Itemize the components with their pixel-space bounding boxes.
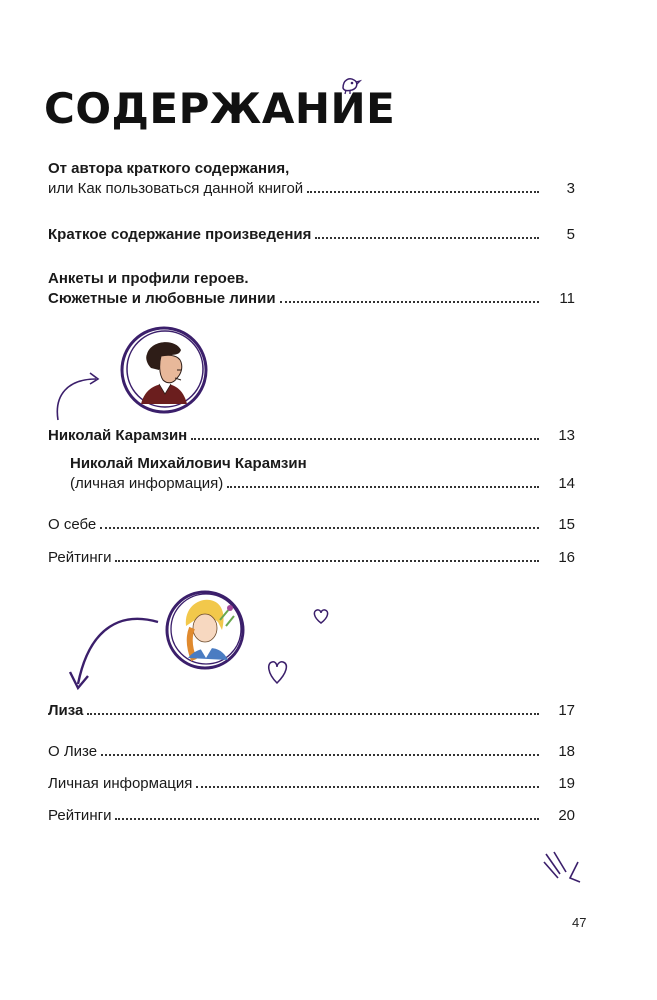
entry-label: или Как пользоваться данной книгой xyxy=(48,180,307,197)
entry-label: Сюжетные и любовные линии xyxy=(48,290,280,307)
sparkle-doodle-icon xyxy=(540,848,584,890)
toc-leader xyxy=(48,702,539,719)
entry-label: (личная информация) xyxy=(70,475,227,492)
toc-leader xyxy=(48,775,539,792)
toc-leader xyxy=(48,516,539,533)
curved-arrow-icon xyxy=(64,608,164,698)
heart-doodle-icon xyxy=(311,606,331,626)
karamzin-portrait xyxy=(115,322,213,418)
entry-label: Лиза xyxy=(48,702,87,719)
entry-label: О себе xyxy=(48,516,100,533)
page-ref: 5 xyxy=(566,226,575,243)
page-ref: 3 xyxy=(566,180,575,197)
toc-entry-about-self[interactable] xyxy=(0,516,657,538)
toc-leader xyxy=(48,180,539,197)
dot-leader xyxy=(280,301,539,303)
toc-leader xyxy=(48,226,539,243)
entry-label: От автора краткого содержания, xyxy=(48,160,290,177)
curved-arrow-icon xyxy=(50,365,110,425)
toc-entry-liza[interactable] xyxy=(0,702,657,724)
liza-portrait xyxy=(160,586,250,674)
page-title: СОДЕРЖАНИЕ xyxy=(44,84,396,133)
page-ref: 14 xyxy=(558,475,575,492)
toc-entry-ratings-karamzin[interactable] xyxy=(0,549,657,571)
entry-label: Николай Михайлович Карамзин xyxy=(70,455,307,472)
toc-entry-author[interactable] xyxy=(0,180,657,202)
dot-leader xyxy=(307,191,539,193)
dot-leader xyxy=(196,786,539,788)
bird-doodle-icon xyxy=(338,72,364,96)
toc-entry-about-liza[interactable] xyxy=(0,743,657,765)
page-ref: 11 xyxy=(559,290,575,307)
dot-leader xyxy=(100,527,539,529)
dot-leader xyxy=(191,438,539,440)
heart-doodle-icon xyxy=(265,655,291,687)
toc-entry-personal-info[interactable] xyxy=(0,775,657,797)
toc-leader xyxy=(70,475,539,492)
toc-entry-summary[interactable] xyxy=(0,226,657,248)
page-ref: 15 xyxy=(558,516,575,533)
dot-leader xyxy=(87,713,539,715)
toc-leader xyxy=(48,549,539,566)
entry-label: Краткое содержание произведения xyxy=(48,226,315,243)
page-ref: 16 xyxy=(558,549,575,566)
toc-entry-karamzin[interactable] xyxy=(0,427,657,449)
dot-leader xyxy=(115,560,539,562)
entry-label: О Лизе xyxy=(48,743,101,760)
toc-leader xyxy=(48,807,539,824)
page-ref: 13 xyxy=(558,427,575,444)
entry-label: Рейтинги xyxy=(48,807,115,824)
entry-label: Николай Карамзин xyxy=(48,427,191,444)
page-ref: 17 xyxy=(558,702,575,719)
page-ref: 18 xyxy=(558,743,575,760)
dot-leader xyxy=(315,237,539,239)
toc-leader xyxy=(48,427,539,444)
toc-entry-ratings-liza[interactable] xyxy=(0,807,657,829)
dot-leader xyxy=(101,754,539,756)
toc-leader xyxy=(48,290,539,307)
page-ref: 20 xyxy=(558,807,575,824)
toc-entry-profiles[interactable] xyxy=(0,290,657,312)
toc-leader xyxy=(48,743,539,760)
dot-leader xyxy=(115,818,539,820)
entry-label: Личная информация xyxy=(48,775,196,792)
page-ref: 19 xyxy=(558,775,575,792)
entry-label: Рейтинги xyxy=(48,549,115,566)
page-number: 47 xyxy=(572,915,587,930)
toc-entry-karamzin-full[interactable] xyxy=(0,475,657,497)
dot-leader xyxy=(227,486,539,488)
entry-label: Анкеты и профили героев. xyxy=(48,270,249,287)
